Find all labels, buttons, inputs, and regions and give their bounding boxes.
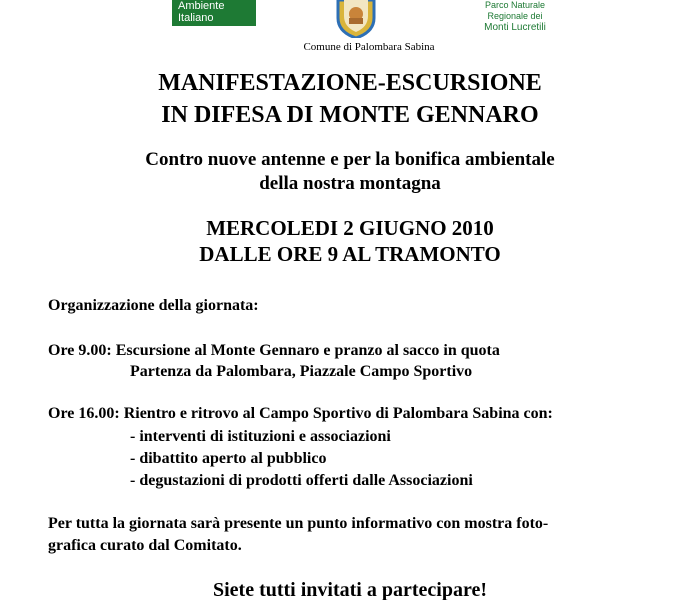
- comune-emblem-icon: [334, 0, 378, 38]
- legambiente-logo: [172, 0, 256, 26]
- info-line1: Per tutta la giornata sarà presente un punto informativo con mostra foto-: [48, 515, 549, 532]
- date-line1: MERCOLEDI 2 GIUGNO 2010: [206, 216, 494, 240]
- program-bullet-2: - dibattito aperto al pubblico: [130, 450, 327, 467]
- closing-invitation: Siete tutti invitati a partecipare!: [212, 579, 487, 600]
- parco-line2: Regionale dei: [487, 11, 543, 21]
- parco-line3: Monti Lucretili: [484, 22, 546, 33]
- title-line2: IN DIFESA DI MONTE GENNARO: [161, 102, 539, 128]
- subtitle-line1: Contro nuove antenne e per la bonifica ambientale: [145, 149, 555, 170]
- parco-line1: Parco Naturale: [484, 0, 546, 10]
- parco-logo: [470, 0, 560, 33]
- date-line2: DALLE ORE 9 AL TRAMONTO: [199, 242, 501, 266]
- subtitle-line2: della nostra montagna: [259, 173, 441, 194]
- program-heading: Organizzazione della giornata:: [48, 297, 259, 314]
- legambiente-line2: Italiano: [178, 12, 214, 24]
- program-item2-line1: Ore 16.00: Rientro e ritrovo al Campo Sportivo di Palombara Sabina con:: [48, 405, 553, 422]
- info-line2: grafica curato dal Comitato.: [48, 537, 242, 554]
- program-item1-line1: Ore 9.00: Escursione al Monte Gennaro e pranzo al sacco in quota: [48, 342, 500, 359]
- program-item1-line2: Partenza da Palombara, Piazzale Campo Sportivo: [130, 363, 473, 380]
- comune-label: Comune di Palombara Sabina: [303, 41, 435, 53]
- legambiente-line1: Ambiente: [178, 0, 225, 12]
- program-bullet-1: - interventi di istituzioni e associazioni: [130, 428, 391, 445]
- program-bullet-3: - degustazioni di prodotti offerti dalle Associazioni: [130, 472, 473, 489]
- title-line1: MANIFESTAZIONE-ESCURSIONE: [158, 70, 542, 96]
